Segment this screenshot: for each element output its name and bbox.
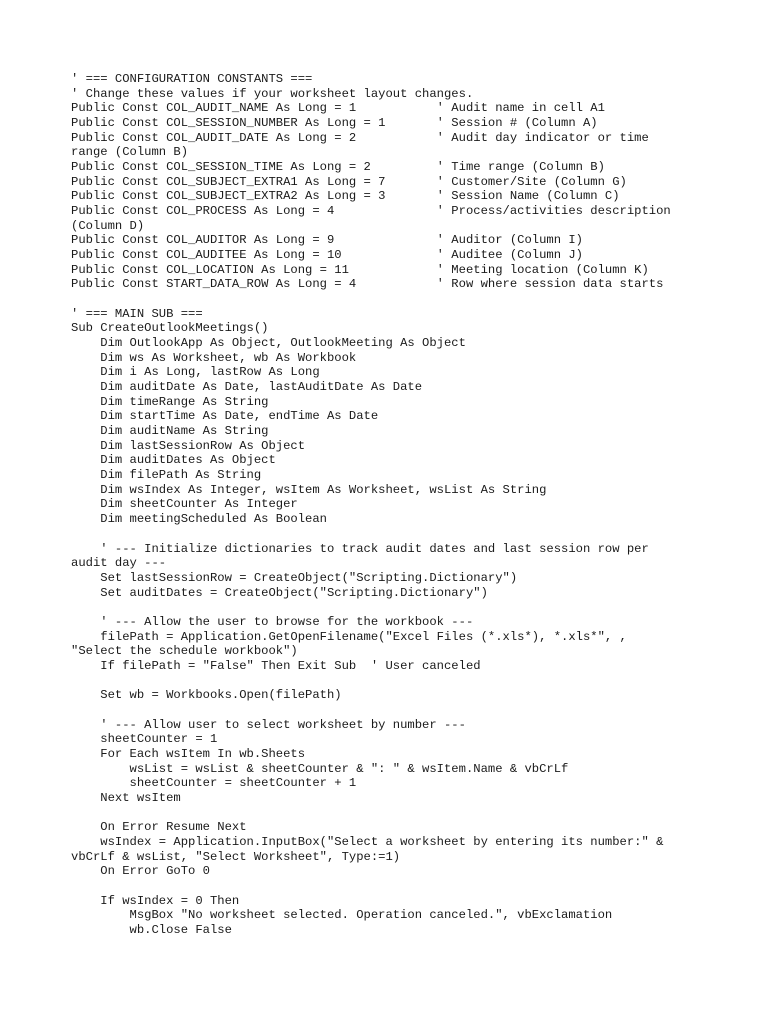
code-line: wsIndex = Application.InputBox("Select a worksheet by entering its number:" & <box>71 834 664 849</box>
code-line: Set auditDates = CreateObject("Scripting.Dictionary") <box>71 585 488 600</box>
code-line: ' Change these values if your worksheet layout changes. <box>71 86 474 101</box>
code-line: range (Column B) <box>71 145 189 160</box>
code-line: wsList = wsList & sheetCounter & ": " & wsItem.Name & vbCrLf <box>71 761 569 776</box>
blank-line <box>71 879 761 894</box>
code-line: audit day --- <box>71 556 167 571</box>
code-line: Dim startTime As Date, endTime As Date <box>71 409 379 424</box>
code-line: Dim auditName As String <box>71 424 269 439</box>
blank-line <box>71 600 761 615</box>
code-line: For Each wsItem In wb.Sheets <box>71 746 306 761</box>
code-line: Public Const COL_PROCESS As Long = 4 ' Process/activities description <box>71 204 671 219</box>
blank-line <box>71 674 761 689</box>
code-line: Public Const COL_LOCATION As Long = 11 ' Meeting location (Column K) <box>71 262 649 277</box>
code-line: Public Const COL_AUDIT_DATE As Long = 2 ' Audit day indicator or time <box>71 130 649 145</box>
code-line: Dim timeRange As String <box>71 394 269 409</box>
code-line: If filePath = "False" Then Exit Sub ' User canceled <box>71 658 481 673</box>
code-line: Public Const COL_SESSION_TIME As Long = 2 ' Time range (Column B) <box>71 160 605 175</box>
code-line: Dim meetingScheduled As Boolean <box>71 512 327 527</box>
blank-line <box>71 292 761 307</box>
code-line: ' === MAIN SUB === <box>71 306 203 321</box>
code-line: Dim sheetCounter As Integer <box>71 497 298 512</box>
code-line: ' === CONFIGURATION CONSTANTS === <box>71 72 313 86</box>
blank-line <box>71 806 761 821</box>
vba-code-block <box>71 72 761 938</box>
code-line: sheetCounter = sheetCounter + 1 <box>71 776 357 791</box>
code-line: (Column D) <box>71 218 145 233</box>
code-line: Sub CreateOutlookMeetings() <box>71 321 269 336</box>
code-line: Public Const COL_AUDIT_NAME As Long = 1 ' Audit name in cell A1 <box>71 101 605 116</box>
code-line: Dim auditDate As Date, lastAuditDate As Date <box>71 380 423 395</box>
code-line: Public Const COL_AUDITEE As Long = 10 ' Auditee (Column J) <box>71 248 583 263</box>
code-line: Dim lastSessionRow As Object <box>71 438 306 453</box>
code-line: Dim wsIndex As Integer, wsItem As Worksheet, wsList As String <box>71 482 547 497</box>
code-line: Dim i As Long, lastRow As Long <box>71 365 320 380</box>
code-line: Public Const COL_SESSION_NUMBER As Long = 1 ' Session # (Column A) <box>71 116 598 131</box>
code-line: Dim OutlookApp As Object, OutlookMeeting As Object <box>71 336 466 351</box>
code-line: Public Const COL_SUBJECT_EXTRA1 As Long = 7 ' Customer/Site (Column G) <box>71 174 627 189</box>
code-line: If wsIndex = 0 Then <box>71 893 240 908</box>
code-line: Set lastSessionRow = CreateObject("Scripting.Dictionary") <box>71 570 518 585</box>
code-line: filePath = Application.GetOpenFilename("Excel Files (*.xls*), *.xls*", , <box>71 629 627 644</box>
code-line: sheetCounter = 1 <box>71 732 218 747</box>
code-line: ' --- Initialize dictionaries to track audit dates and last session row per <box>71 541 649 556</box>
code-line: Set wb = Workbooks.Open(filePath) <box>71 688 342 703</box>
code-line: On Error Resume Next <box>71 820 247 835</box>
code-line: Dim filePath As String <box>71 468 262 483</box>
code-line: MsgBox "No worksheet selected. Operation canceled.", vbExclamation <box>71 908 613 923</box>
code-line: vbCrLf & wsList, "Select Worksheet", Type:=1) <box>71 849 401 864</box>
code-line: Dim auditDates As Object <box>71 453 276 468</box>
code-line: Public Const COL_SUBJECT_EXTRA2 As Long = 3 ' Session Name (Column C) <box>71 189 620 204</box>
code-line: Dim ws As Worksheet, wb As Workbook <box>71 350 357 365</box>
code-line: Next wsItem <box>71 790 181 805</box>
blank-line <box>71 703 761 718</box>
code-line: Public Const COL_AUDITOR As Long = 9 ' Auditor (Column I) <box>71 233 583 248</box>
code-line: Public Const START_DATA_ROW As Long = 4 ' Row where session data starts <box>71 277 664 292</box>
code-line: ' --- Allow the user to browse for the workbook --- <box>71 614 474 629</box>
code-line: ' --- Allow user to select worksheet by number --- <box>71 717 466 732</box>
code-line: "Select the schedule workbook") <box>71 644 298 659</box>
blank-line <box>71 527 761 542</box>
code-line: wb.Close False <box>71 922 232 937</box>
code-line: On Error GoTo 0 <box>71 864 210 879</box>
